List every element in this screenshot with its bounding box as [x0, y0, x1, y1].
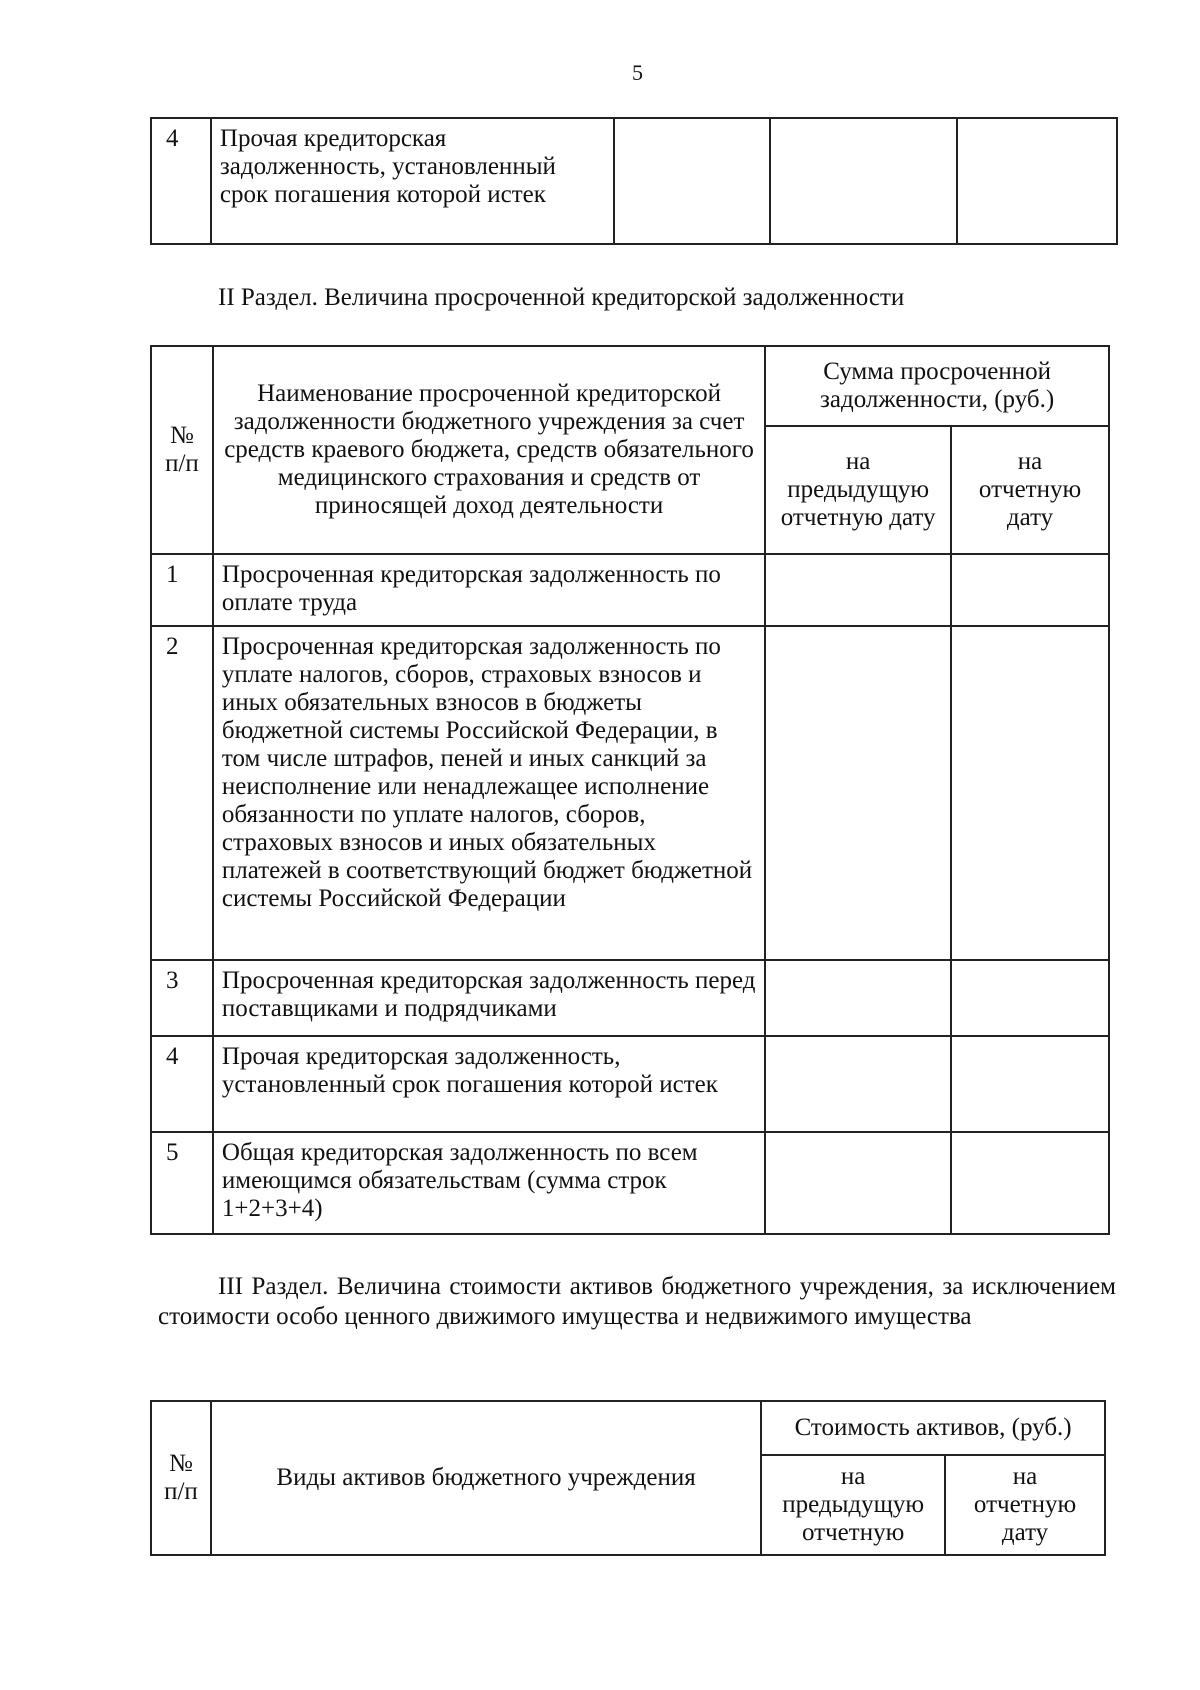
empty-cell — [765, 626, 951, 960]
row-number: 5 — [151, 1132, 213, 1234]
row-name: Общая кредиторская задолженность по всем имеющимся обязательствам (сумма строк 1+2+3+4) — [213, 1132, 765, 1234]
row-number: 2 — [151, 626, 213, 960]
header-prev: на предыдущую отчетную дату — [765, 426, 951, 554]
empty-cell — [951, 960, 1109, 1036]
row-name: Просроченная кредиторская задолженность перед поставщиками и подрядчиками — [213, 960, 765, 1036]
header-row — [151, 1401, 1105, 1455]
page-number: 5 — [632, 60, 643, 85]
header-row — [151, 346, 1109, 426]
row-number: 1 — [151, 554, 213, 626]
row-name: Просроченная кредиторская задолженность по уплате налогов, сборов, страховых взносов и иных обязательных взносов в бюджеты бюджетной системы Российской Федерации, в том числе штрафов, пеней и иных санкций за неисполнение или ненадлежащее исполнение обязанности по уплате налогов, сборов, страховых взносов и иных обязательных платежей в соответствующий бюджет бюджетной системы Российской Федерации — [213, 626, 765, 960]
empty-cell — [765, 960, 951, 1036]
empty-cell — [951, 1036, 1109, 1132]
section3-title: III Раздел. Величина стоимости активов бюджетного учреждения, за исключением стоимости особо ценного движимого имущества и недвижимого имущества — [158, 1273, 1116, 1330]
empty-cell — [765, 1036, 951, 1132]
empty-cell — [951, 626, 1109, 960]
row-name: Прочая кредиторская задолженность, установленный срок погашения которой истек — [213, 1036, 765, 1132]
row-name: Прочая кредиторская задолженность, установленный срок погашения которой истек — [211, 118, 614, 244]
header-prev: на предыдущую отчетную — [761, 1455, 945, 1555]
empty-cell — [614, 118, 770, 244]
header-num: № п/п — [151, 346, 213, 554]
header-name: Виды активов бюджетного учреждения — [211, 1401, 761, 1555]
row-number: 3 — [151, 960, 213, 1036]
header-curr: на отчетную дату — [945, 1455, 1105, 1555]
row-name: Просроченная кредиторская задолженность по оплате труда — [213, 554, 765, 626]
header-name: Наименование просроченной кредиторской задолженности бюджетного учреждения за счет средств краевого бюджета, средств обязательного медицинского страхования и средств от приносящей доход деятельности — [213, 346, 765, 554]
table-row — [151, 118, 1117, 244]
table-row — [151, 1132, 1109, 1234]
section3-table — [150, 1400, 1106, 1556]
row-number: 4 — [151, 1036, 213, 1132]
header-sum: Стоимость активов, (руб.) — [761, 1401, 1105, 1455]
section1-table-continuation — [150, 117, 1118, 245]
empty-cell — [765, 554, 951, 626]
row-number: 4 — [151, 118, 211, 244]
table-row — [151, 1036, 1109, 1132]
section2-title: II Раздел. Величина просроченной кредиторской задолженности — [218, 284, 905, 311]
empty-cell — [770, 118, 958, 244]
table-row — [151, 554, 1109, 626]
empty-cell — [951, 1132, 1109, 1234]
empty-cell — [765, 1132, 951, 1234]
section2-table — [150, 345, 1110, 1235]
table-row — [151, 960, 1109, 1036]
header-curr: на отчетную дату — [951, 426, 1109, 554]
table-row — [151, 626, 1109, 960]
header-sum: Сумма просроченной задолженности, (руб.) — [765, 346, 1109, 426]
empty-cell — [957, 118, 1117, 244]
header-num: № п/п — [151, 1401, 211, 1555]
empty-cell — [951, 554, 1109, 626]
